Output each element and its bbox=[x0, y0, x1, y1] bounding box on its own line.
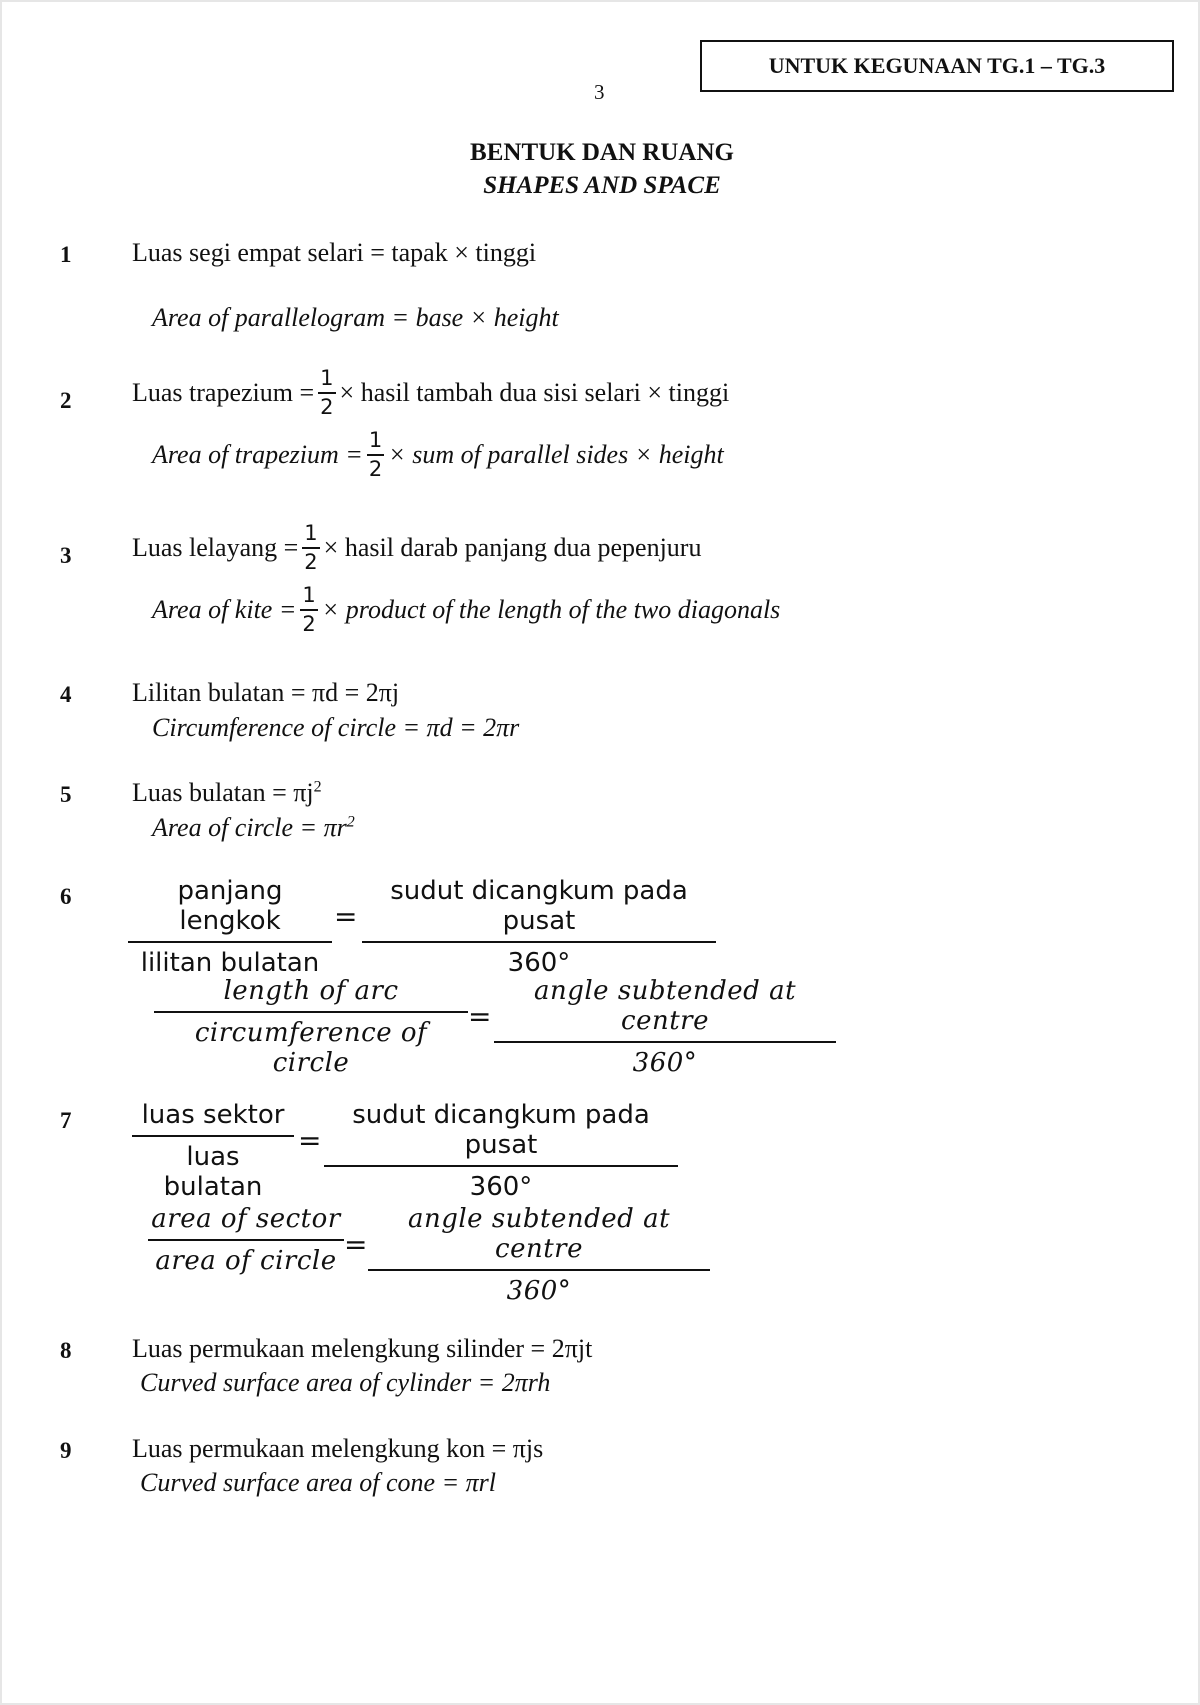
fraction-denominator: luas bulatan bbox=[163, 1141, 263, 1202]
formula-6-english-right-fraction bbox=[496, 977, 834, 1079]
formula-6-number: 6 bbox=[60, 884, 72, 909]
formula-8-number: 8 bbox=[60, 1338, 72, 1363]
formula-1-number: 1 bbox=[60, 242, 72, 267]
document-page bbox=[2, 2, 1198, 1703]
formula-5-malay-exponent: 2 bbox=[313, 778, 322, 796]
formula-7-malay-left-fraction bbox=[134, 1101, 292, 1203]
fraction-numerator: sudut dicangkum pada pusat bbox=[324, 1101, 678, 1167]
equals-sign: = bbox=[298, 1124, 322, 1157]
formula-2-english-suffix: × sum of parallel sides × height bbox=[388, 440, 724, 469]
fraction-denominator: 2 bbox=[320, 395, 334, 419]
formula-2-english-prefix: Area of trapezium = bbox=[152, 440, 363, 469]
equals-sign: = bbox=[334, 900, 358, 933]
fraction-denominator: 360° bbox=[632, 1047, 698, 1078]
formula-9-number: 9 bbox=[60, 1438, 72, 1463]
formula-7-english-left-fraction bbox=[150, 1205, 342, 1277]
fraction-denominator: 360° bbox=[506, 1275, 572, 1306]
fraction-numerator: 1 bbox=[318, 368, 335, 394]
formula-6-malay-left-fraction bbox=[130, 877, 330, 979]
formula-3-english-fraction bbox=[300, 585, 317, 635]
fraction-denominator: 360° bbox=[507, 947, 571, 978]
formula-5-english-text: Area of circle = πr bbox=[152, 813, 347, 842]
formula-2-number: 2 bbox=[60, 388, 72, 413]
fraction-denominator: lilitan bulatan bbox=[140, 947, 320, 978]
formula-2-malay-line bbox=[132, 368, 729, 418]
formula-2-english-line bbox=[152, 430, 724, 480]
formula-3-malay-line bbox=[132, 523, 701, 573]
formula-9-english: Curved surface area of cone = πrl bbox=[140, 1468, 496, 1497]
formula-8-english: Curved surface area of cylinder = 2πrh bbox=[140, 1368, 551, 1397]
formula-2-malay-fraction bbox=[318, 368, 335, 418]
formula-7-malay-right-fraction bbox=[326, 1101, 676, 1203]
fraction-numerator: length of arc bbox=[154, 977, 468, 1013]
fraction-numerator: angle subtended at centre bbox=[368, 1205, 710, 1271]
usage-label-box: UNTUK KEGUNAAN TG.1 – TG.3 bbox=[700, 40, 1174, 92]
fraction-denominator: area of circle bbox=[155, 1245, 337, 1276]
formula-2-malay-suffix: × hasil tambah dua sisi selari × tinggi bbox=[339, 378, 730, 407]
formula-3-english-suffix: × product of the length of the two diagonals bbox=[321, 595, 781, 624]
formula-5-malay-text: Luas bulatan = πj bbox=[132, 778, 314, 807]
formula-1-malay: Luas segi empat selari = tapak × tinggi bbox=[132, 238, 537, 267]
page-number: 3 bbox=[594, 80, 605, 104]
fraction-numerator: angle subtended at centre bbox=[494, 977, 836, 1043]
fraction-numerator: panjang lengkok bbox=[128, 877, 332, 943]
formula-6-english-left-fraction bbox=[156, 977, 466, 1079]
title-malay: BENTUK DAN RUANG bbox=[470, 139, 734, 166]
formula-3-malay-fraction bbox=[302, 523, 319, 573]
fraction-numerator: 1 bbox=[300, 585, 317, 611]
equals-sign: = bbox=[468, 1000, 492, 1033]
formula-4-number: 4 bbox=[60, 682, 72, 707]
fraction-numerator: sudut dicangkum pada pusat bbox=[362, 877, 716, 943]
fraction-denominator: circumference of circle bbox=[194, 1017, 428, 1078]
fraction-denominator: 360° bbox=[469, 1171, 533, 1202]
title-english: SHAPES AND SPACE bbox=[483, 172, 721, 199]
formula-2-english-fraction bbox=[367, 430, 384, 480]
fraction-numerator: 1 bbox=[367, 430, 384, 456]
formula-7-number: 7 bbox=[60, 1108, 72, 1133]
formula-5-number: 5 bbox=[60, 782, 72, 807]
fraction-denominator: 2 bbox=[302, 612, 316, 636]
formula-1-english: Area of parallelogram = base × height bbox=[152, 303, 559, 332]
formula-3-english-line bbox=[152, 585, 780, 635]
fraction-denominator: 2 bbox=[304, 550, 318, 574]
formula-8-malay: Luas permukaan melengkung silinder = 2πjt bbox=[132, 1334, 593, 1363]
fraction-denominator: 2 bbox=[368, 457, 383, 481]
formula-2-malay-prefix: Luas trapezium = bbox=[132, 378, 315, 407]
formula-5-english bbox=[152, 813, 355, 843]
formula-7-english-right-fraction bbox=[370, 1205, 708, 1307]
formula-5-malay bbox=[132, 778, 322, 808]
fraction-numerator: area of sector bbox=[148, 1205, 344, 1241]
formula-3-malay-suffix: × hasil darab panjang dua pepenjuru bbox=[323, 533, 702, 562]
formula-4-english: Circumference of circle = πd = 2πr bbox=[152, 713, 520, 742]
formula-9-malay: Luas permukaan melengkung kon = πjs bbox=[132, 1434, 544, 1463]
formula-5-english-exponent: 2 bbox=[346, 813, 355, 831]
formula-3-malay-prefix: Luas lelayang = bbox=[132, 533, 299, 562]
formula-3-english-prefix: Area of kite = bbox=[152, 595, 297, 624]
formula-3-number: 3 bbox=[60, 543, 72, 568]
formula-4-malay: Lilitan bulatan = πd = 2πj bbox=[132, 678, 400, 707]
fraction-numerator: 1 bbox=[302, 523, 319, 549]
fraction-numerator: luas sektor bbox=[132, 1101, 294, 1137]
equals-sign: = bbox=[344, 1228, 368, 1261]
formula-6-malay-right-fraction bbox=[364, 877, 714, 979]
